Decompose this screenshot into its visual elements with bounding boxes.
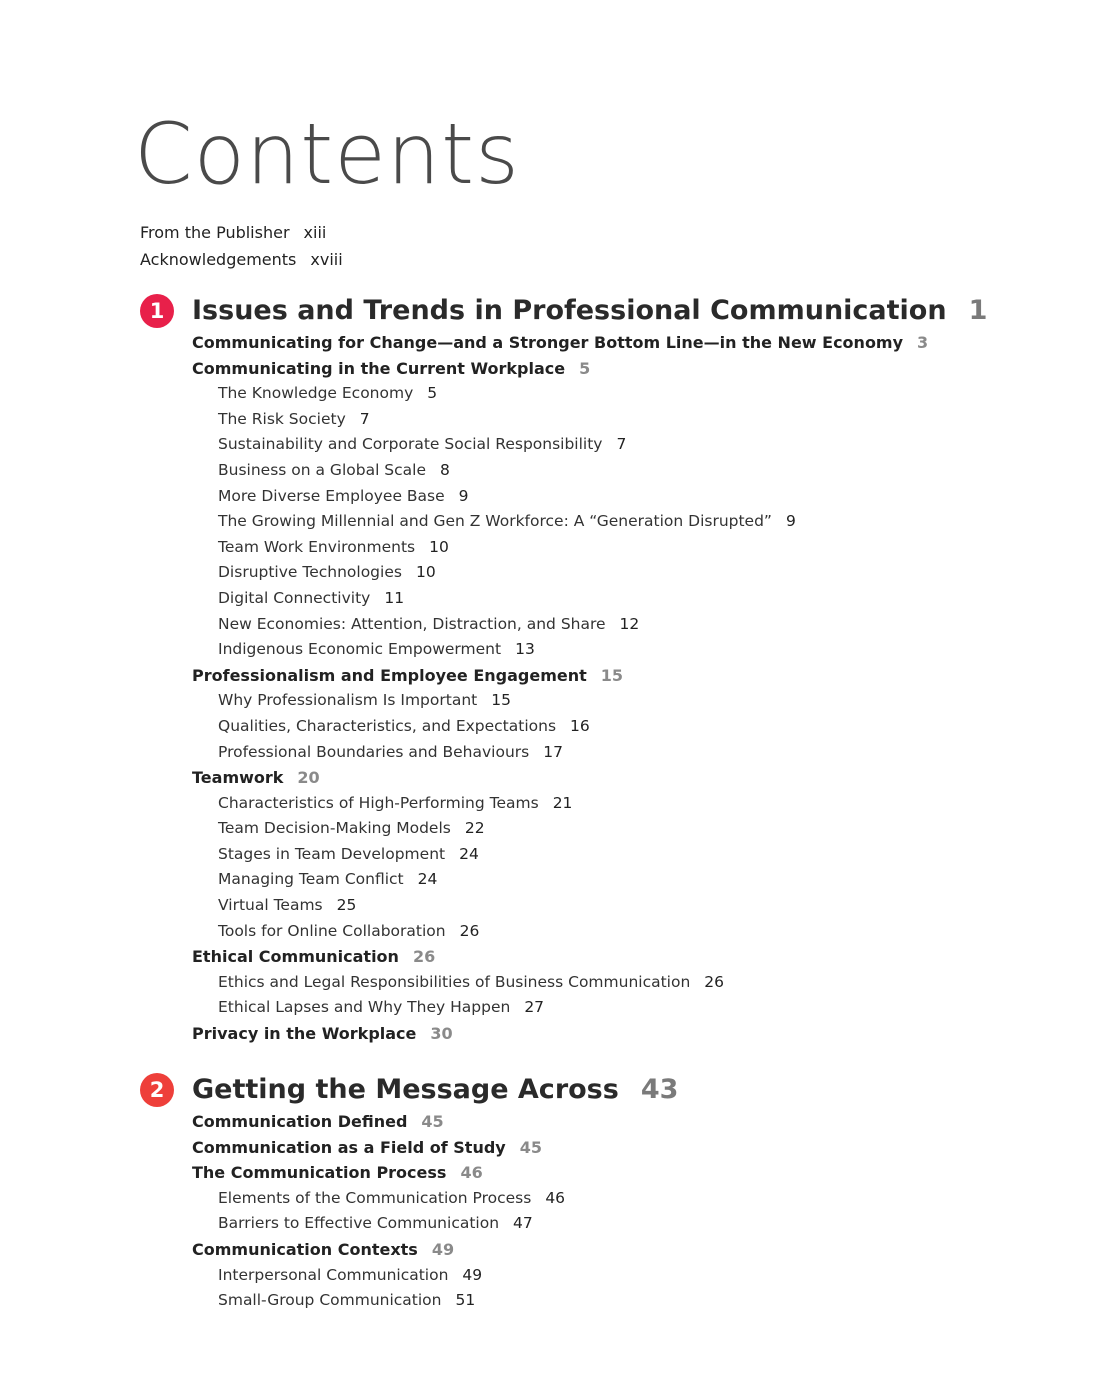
entry-label: Tools for Online Collaboration [218, 921, 446, 940]
subsection-entry[interactable] [192, 867, 1060, 893]
entry-page: 5 [579, 358, 591, 378]
entry-label: Professional Boundaries and Behaviours [218, 742, 530, 761]
entry-page: 17 [543, 742, 563, 761]
entry-page: 27 [524, 998, 545, 1017]
section-entry[interactable] [192, 663, 1060, 689]
entry-label: Small-Group Communication [218, 1291, 442, 1310]
subsection-entry[interactable] [192, 1186, 1060, 1212]
entry-label: Teamwork [192, 768, 284, 788]
subsection-entry[interactable] [192, 484, 1060, 510]
front-matter-page: xviii [310, 250, 343, 269]
entry-page: 10 [429, 537, 449, 556]
entry-label: Team Work Environments [218, 537, 416, 556]
section-entry[interactable] [192, 1160, 1060, 1186]
entry-page: 11 [384, 588, 405, 607]
entry-page: 30 [430, 1024, 453, 1044]
entry-page: 9 [785, 512, 796, 531]
section-entry[interactable] [192, 944, 1060, 970]
chapter-page: 43 [640, 1074, 679, 1105]
subsection-entry[interactable] [192, 919, 1060, 945]
entry-label: The Knowledge Economy [218, 384, 414, 403]
chapter-number-badge: 1 [140, 294, 174, 328]
section-entry[interactable] [192, 1237, 1060, 1263]
entry-page: 7 [359, 409, 370, 428]
entry-page: 15 [600, 665, 624, 685]
entry-page: 13 [515, 640, 535, 659]
subsection-entry[interactable] [192, 509, 1060, 535]
entry-page: 20 [297, 768, 320, 788]
entry-label: Team Decision-Making Models [218, 819, 451, 838]
subsection-entry[interactable] [192, 612, 1060, 638]
entry-page: 46 [460, 1163, 483, 1183]
entry-page: 3 [917, 333, 929, 352]
entry-label: Privacy in the Workplace [192, 1024, 417, 1044]
entry-page: 25 [336, 896, 357, 915]
chapter-title: Issues and Trends in Professional Communication [192, 295, 947, 326]
subsection-entry[interactable] [192, 791, 1060, 817]
subsection-entry[interactable] [192, 381, 1060, 407]
front-matter-item[interactable] [140, 246, 343, 273]
section-entry[interactable] [192, 1109, 1060, 1135]
chapter-title-line [192, 1071, 678, 1109]
front-matter-label: Acknowledgements [140, 250, 297, 269]
entry-label: Communicating in the Current Workplace [192, 358, 566, 378]
subsection-entry[interactable] [192, 1263, 1060, 1289]
chapter-page: 1 [968, 295, 988, 326]
entry-label: Sustainability and Corporate Social Responsibility [218, 435, 603, 454]
entry-label: Interpersonal Communication [218, 1265, 449, 1284]
entry-page: 22 [464, 819, 485, 838]
subsection-entry[interactable] [192, 995, 1060, 1021]
subsection-entry[interactable] [192, 535, 1060, 561]
entry-page: 21 [552, 793, 573, 812]
chapter-heading[interactable] [140, 292, 1060, 330]
section-entry[interactable] [192, 1135, 1060, 1161]
entry-label: Disruptive Technologies [218, 563, 402, 582]
entry-label: Business on a Global Scale [218, 460, 427, 479]
subsection-entry[interactable] [192, 893, 1060, 919]
subsection-entry[interactable] [192, 560, 1060, 586]
subsection-entry[interactable] [192, 842, 1060, 868]
entry-label: New Economies: Attention, Distraction, and Share [218, 614, 606, 633]
entry-label: Communication as a Field of Study [192, 1137, 506, 1157]
entry-label: More Diverse Employee Base [218, 486, 445, 505]
entry-page: 24 [459, 844, 479, 863]
subsection-entry[interactable] [192, 432, 1060, 458]
chapter-entries [140, 330, 1060, 1047]
entry-page: 46 [545, 1188, 566, 1207]
entry-label: Communication Defined [192, 1112, 408, 1131]
entry-page: 26 [459, 921, 480, 940]
section-entry[interactable] [192, 330, 1060, 356]
entry-label: The Growing Millennial and Gen Z Workforce: A “Generation Disrupted” [218, 512, 772, 531]
entry-label: The Risk Society [218, 409, 346, 428]
chapter-1 [140, 292, 1060, 1047]
entry-label: Communication Contexts [192, 1239, 418, 1259]
entry-label: Ethics and Legal Responsibilities of Business Communication [218, 972, 691, 991]
subsection-entry[interactable] [192, 1211, 1060, 1237]
chapter-number-badge: 2 [140, 1073, 174, 1107]
chapter-title: Getting the Message Across [192, 1074, 619, 1105]
entry-page: 26 [412, 947, 436, 967]
subsection-entry[interactable] [192, 740, 1060, 766]
entry-page: 10 [415, 563, 436, 582]
entry-label: Ethical Lapses and Why They Happen [218, 998, 511, 1017]
entry-page: 7 [616, 435, 627, 454]
chapter-2 [140, 1071, 1060, 1314]
entry-page: 51 [455, 1291, 476, 1310]
entry-label: Virtual Teams [218, 896, 323, 915]
entry-label: Communicating for Change—and a Stronger Bottom Line—in the New Economy [192, 333, 904, 352]
page-title: Contents [134, 105, 520, 203]
entry-label: Qualities, Characteristics, and Expectations [218, 716, 557, 735]
front-matter-item[interactable] [140, 219, 343, 246]
subsection-entry[interactable] [192, 970, 1060, 996]
entry-page: 24 [417, 870, 438, 889]
chapter-entries [140, 1109, 1060, 1314]
entry-label: Elements of the Communication Process [218, 1188, 532, 1207]
front-matter-label: From the Publisher [140, 223, 290, 242]
section-entry[interactable] [192, 765, 1060, 791]
entry-page: 49 [462, 1265, 483, 1284]
entry-label: Indigenous Economic Empowerment [218, 640, 502, 659]
entry-page: 15 [491, 691, 511, 710]
entry-page: 9 [458, 486, 469, 505]
entry-label: The Communication Process [192, 1163, 447, 1183]
entry-page: 26 [704, 972, 725, 991]
entry-page: 12 [619, 614, 640, 633]
entry-page: 8 [440, 460, 450, 479]
section-entry[interactable] [192, 1021, 1060, 1047]
subsection-entry[interactable] [192, 816, 1060, 842]
subsection-entry[interactable] [192, 586, 1060, 612]
entry-page: 47 [513, 1214, 533, 1233]
subsection-entry[interactable] [192, 1288, 1060, 1314]
entry-label: Characteristics of High-Performing Teams [218, 793, 539, 812]
entry-page: 45 [519, 1137, 542, 1157]
subsection-entry[interactable] [192, 714, 1060, 740]
subsection-entry[interactable] [192, 688, 1060, 714]
entry-label: Managing Team Conflict [218, 870, 404, 889]
chapter-title-line [192, 292, 987, 330]
subsection-entry[interactable] [192, 407, 1060, 433]
front-matter-page: xiii [303, 223, 327, 242]
entry-page: 5 [427, 384, 438, 403]
entry-label: Digital Connectivity [218, 588, 371, 607]
entry-page: 16 [570, 716, 590, 735]
front-matter [140, 219, 343, 273]
chapter-heading[interactable] [140, 1071, 1060, 1109]
subsection-entry[interactable] [192, 637, 1060, 663]
entry-page: 49 [431, 1239, 455, 1259]
entry-page: 45 [421, 1112, 444, 1131]
entry-label: Ethical Communication [192, 947, 399, 967]
entry-label: Stages in Team Development [218, 844, 446, 863]
section-entry[interactable] [192, 356, 1060, 382]
entry-label: Barriers to Effective Communication [218, 1214, 500, 1233]
entry-label: Why Professionalism Is Important [218, 691, 478, 710]
subsection-entry[interactable] [192, 458, 1060, 484]
entry-label: Professionalism and Employee Engagement [192, 665, 587, 685]
